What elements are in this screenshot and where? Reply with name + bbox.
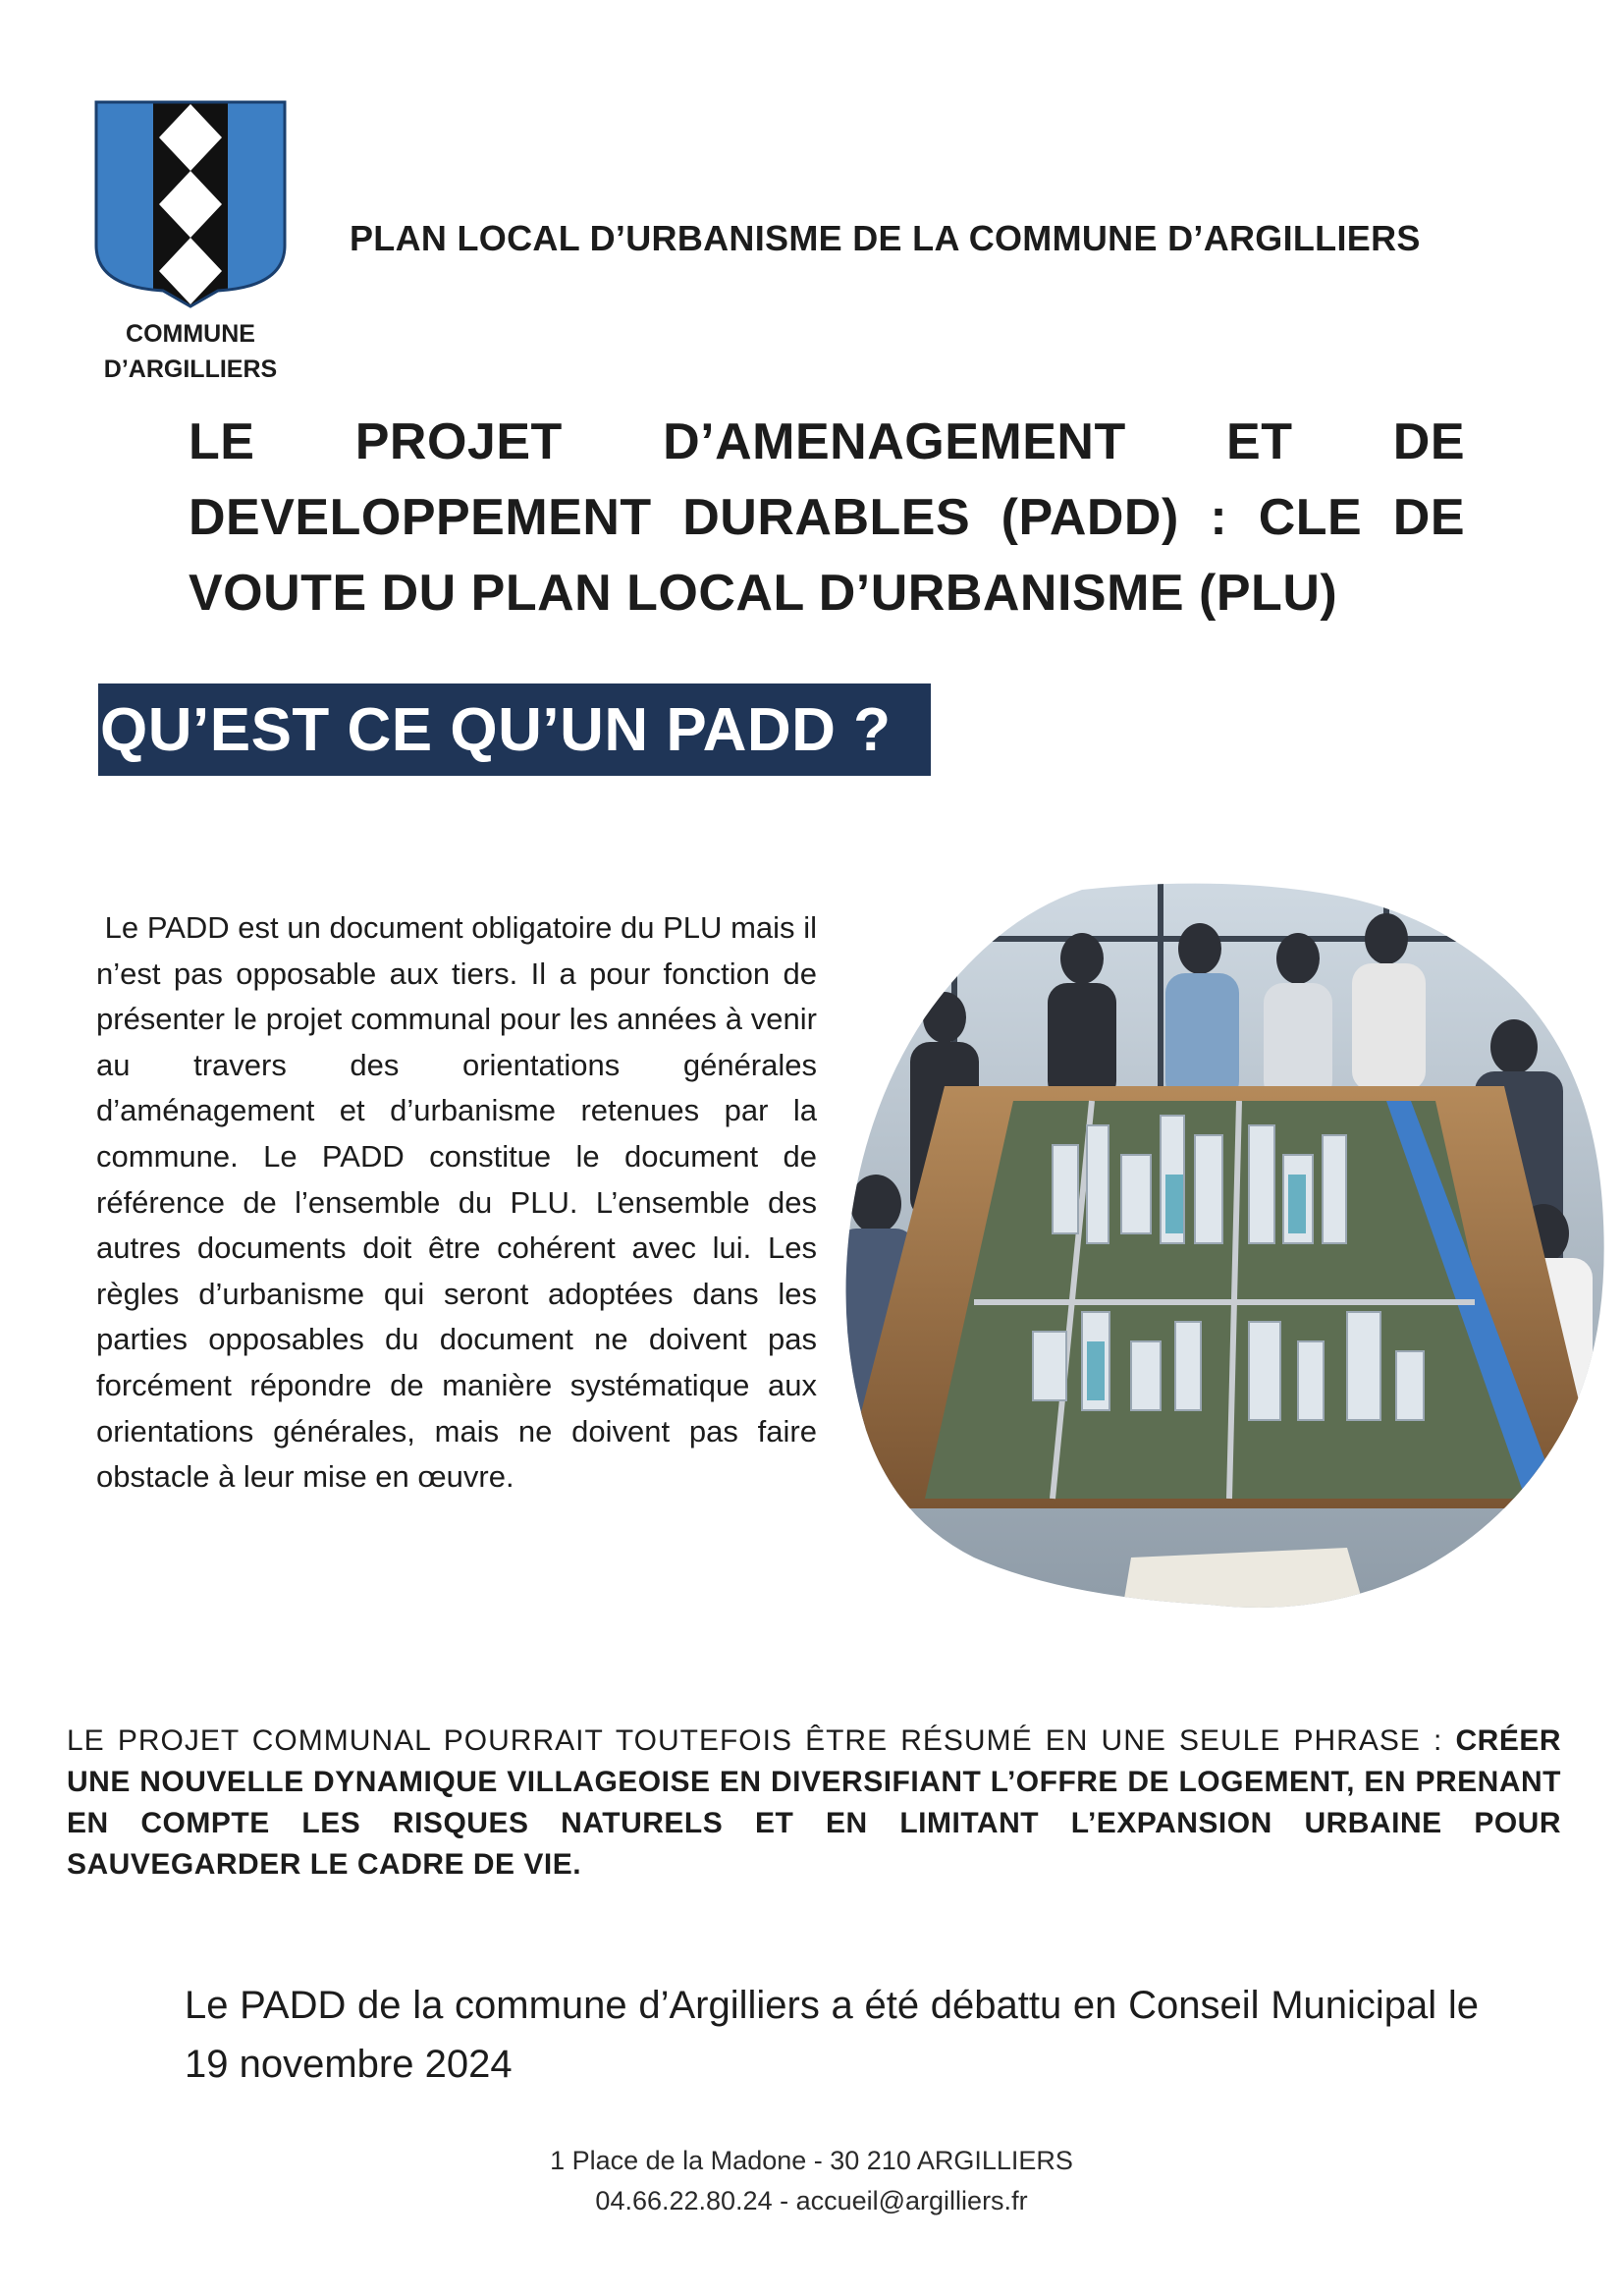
contact-phone-email: 04.66.22.80.24 - accueil@argilliers.fr <box>595 2186 1028 2215</box>
contact-address: 1 Place de la Madone - 30 210 ARGILLIERS <box>550 2146 1073 2175</box>
page-title: LE PROJET D’AMENAGEMENT ET DE DEVELOPPEMENT DURABLES (PADD) : CLE DE VOUTE DU PLAN LOCAL D’URBANISME (PLU) <box>189 413 1465 622</box>
section-heading-box <box>98 683 931 776</box>
padd-definition-paragraph: Le PADD est un document obligatoire du PLU mais il n’est pas opposable aux tiers. Il a pour fonction de présenter le projet communal pour les années à venir au travers des orientations générales d’aménagement et d’urbanisme retenues par la commune. Le PADD constitue le document de référence de l’ensemble du PLU. L’ensemble des autres documents doit être cohérent avec lui. Les règles d’urbanisme qui seront adoptées dans les parties opposables du document ne doivent pas forcément répondre de manière systématique aux orientations générales, mais ne doivent pas faire obstacle à leur mise en œuvre. <box>96 910 817 1495</box>
debate-note: Le PADD de la commune d’Argilliers a été débattu en Conseil Municipal le 19 novembre 2024 <box>185 1984 1479 2086</box>
commune-label-line1: COMMUNE <box>126 320 255 348</box>
summary-intro: LE PROJET COMMUNAL POURRAIT TOUTEFOIS ÊTRE RÉSUMÉ EN UNE SEULE PHRASE : <box>67 1724 1456 1757</box>
summary-paragraph <box>67 1721 1561 1886</box>
coat-of-arms-icon <box>92 98 289 309</box>
contact-footer <box>0 2141 1623 2221</box>
commune-label <box>82 316 298 387</box>
plu-header: PLAN LOCAL D’URBANISME DE LA COMMUNE D’ARGILLIERS <box>350 218 1421 258</box>
commune-label-line2: D’ARGILLIERS <box>103 355 278 383</box>
city-model-photo-icon <box>837 880 1604 1616</box>
summary-emphasis: CRÉER UNE NOUVELLE DYNAMIQUE VILLAGEOISE EN DIVERSIFIANT L’OFFRE DE LOGEMENT, EN PRENANT EN COMPTE LES RISQUES NATURELS ET EN LIMITANT L’EXPANSION URBAINE POUR SAUVEGARDER LE CADRE DE VIE. <box>67 1724 1561 1881</box>
section-heading: QU’EST CE QU’UN PADD ? <box>100 695 892 764</box>
